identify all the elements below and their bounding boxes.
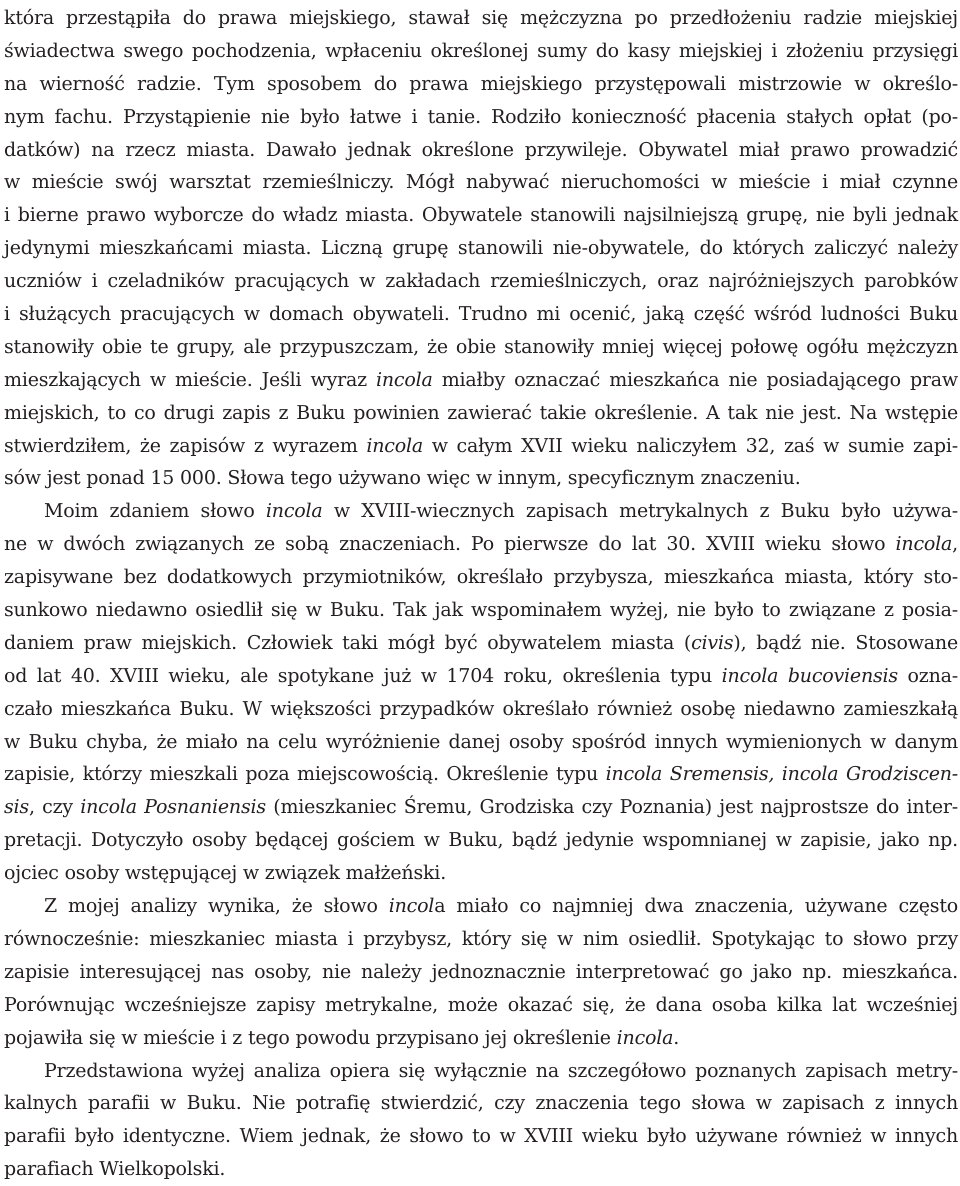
text-line: od lat 40. XVIII wieku, ale spotykane już w 1704 roku, określenia typu incola bucoviensis ozna- <box>4 660 958 693</box>
text-line: ne w dwóch związanych ze sobą znaczeniach. Po pierwsze do lat 30. XVIII wieku słowo incola, <box>4 528 958 561</box>
text-line: świadectwa swego pochodzenia, wpłaceniu określonej sumy do kasy miejskiej i złożeniu przysięgi <box>4 35 958 68</box>
italic-term: incola <box>896 533 953 555</box>
text-line: sis, czy incola Posnaniensis (mieszkaniec Śremu, Grodziska czy Poznania) jest najprostsze do inter- <box>4 791 958 824</box>
text-line: Przedstawiona wyżej analiza opiera się wyłącznie na szczegółowo poznanych zapisach metry- <box>4 1055 958 1088</box>
text-line: i bierne prawo wyborcze do władz miasta. Obywatele stanowili najsilniejszą grupę, nie byli jednak <box>4 199 958 232</box>
text-line: sów jest ponad 15 000. Słowa tego używano więc w innym, specyficznym znaczeniu. <box>4 462 958 495</box>
text-line: czało mieszkańca Buku. W większości przypadków określało również osobę niedawno zamieszkałą <box>4 693 958 726</box>
text-line: na wierność radzie. Tym sposobem do prawa miejskiego przystępowali mistrzowie w określo- <box>4 68 958 101</box>
paragraph <box>4 890 958 1054</box>
text-line: Z mojej analizy wynika, że słowo incola miało co najmniej dwa znaczenia, używane często <box>4 890 958 923</box>
text-line: kalnych parafii w Buku. Nie potrafię stwierdzić, czy znaczenia tego słowa w zapisach z innych <box>4 1087 958 1120</box>
text-line: pojawiła się w mieście i z tego powodu przypisano jej określenie incola. <box>4 1022 958 1055</box>
italic-term: civis <box>691 632 733 654</box>
text-line: równocześnie: mieszkaniec miasta i przybysz, który się w nim osiedlił. Spotykając to słowo przy <box>4 923 958 956</box>
paragraph <box>4 2 958 495</box>
text-line: daniem praw miejskich. Człowiek taki mógł być obywatelem miasta (civis), bądź nie. Stosowane <box>4 627 958 660</box>
text-line: i służących pracujących w domach obywateli. Trudno mi ocenić, jaką część wśród ludności Buku <box>4 298 958 331</box>
text-line: miejskich, to co drugi zapis z Buku powinien zawierać takie określenie. A tak nie jest. Na wstępie <box>4 397 958 430</box>
text-line: sunkowo niedawno osiedlił się w Buku. Tak jak wspominałem wyżej, nie było to związane z posia- <box>4 594 958 627</box>
text-line: datków) na rzecz miasta. Dawało jednak określone przywileje. Obywatel miał prawo prowadzić <box>4 134 958 167</box>
text-line: zapisie interesującej nas osoby, nie należy jednoznacznie interpretować go jako np. mieszkańca. <box>4 956 958 989</box>
text-line: w Buku chyba, że miało na celu wyróżnienie danej osoby spośród innych wymienionych w danym <box>4 726 958 759</box>
text-line: stwierdziłem, że zapisów z wyrazem incola w całym XVII wieku naliczyłem 32, zaś w sumie zapi- <box>4 430 958 463</box>
text-line: ojciec osoby wstępującej w związek małżeński. <box>4 857 958 890</box>
text-line: jedynymi mieszkańcami miasta. Liczną grupę stanowili nie-obywatele, do których zaliczyć należy <box>4 232 958 265</box>
italic-term: incola <box>266 500 323 522</box>
text-line: zapisie, którzy mieszkali poza miejscowością. Określenie typu incola Sremensis, incola Grodziscen- <box>4 758 958 791</box>
paragraph <box>4 495 958 890</box>
italic-term: incola <box>376 369 433 391</box>
text-line: parafiach Wielkopolski. <box>4 1153 958 1186</box>
text-line: zapisywane bez dodatkowych przymiotników, określało przybysza, mieszkańca miasta, który sto- <box>4 561 958 594</box>
text-line: która przestąpiła do prawa miejskiego, stawał się mężczyzna po przedłożeniu radzie miejskiej <box>4 2 958 35</box>
text-line: nym fachu. Przystąpienie nie było łatwe i tanie. Rodziło konieczność płacenia stałych opłat (po- <box>4 101 958 134</box>
text-line: w mieście swój warsztat rzemieślniczy. Mógł nabywać nieruchomości w mieście i miał czynne <box>4 166 958 199</box>
italic-term: incola bucoviensis <box>722 665 898 687</box>
text-line: Porównując wcześniejsze zapisy metrykalne, może okazać się, że dana osoba kilka lat wcześniej <box>4 989 958 1022</box>
text-line: uczniów i czeladników pracujących w zakładach rzemieślniczych, oraz najróżniejszych parobków <box>4 265 958 298</box>
paragraph <box>4 1055 958 1186</box>
text-line: pretacji. Dotyczyło osoby będącej gościem w Buku, bądź jedynie wspomnianej w zapisie, jako np. <box>4 824 958 857</box>
italic-term: incola Sremensis, incola Grodziscen- <box>606 763 958 785</box>
text-line: Moim zdaniem słowo incola w XVIII-wiecznych zapisach metrykalnych z Buku było używa- <box>4 495 958 528</box>
italic-term: incola Posnaniensis <box>80 796 266 818</box>
text-line: mieszkających w mieście. Jeśli wyraz incola miałby oznaczać mieszkańca nie posiadającego praw <box>4 364 958 397</box>
italic-term: incola <box>617 1027 674 1049</box>
italic-term: sis <box>4 796 29 818</box>
text-line: stanowiły obie te grupy, ale przypuszczam, że obie stanowiły mniej więcej połowę ogółu mężczyzn <box>4 331 958 364</box>
italic-term: incol <box>389 895 434 917</box>
text-line: parafii było identyczne. Wiem jednak, że słowo to w XVIII wieku było używane również w innych <box>4 1120 958 1153</box>
italic-term: incola <box>366 435 423 457</box>
